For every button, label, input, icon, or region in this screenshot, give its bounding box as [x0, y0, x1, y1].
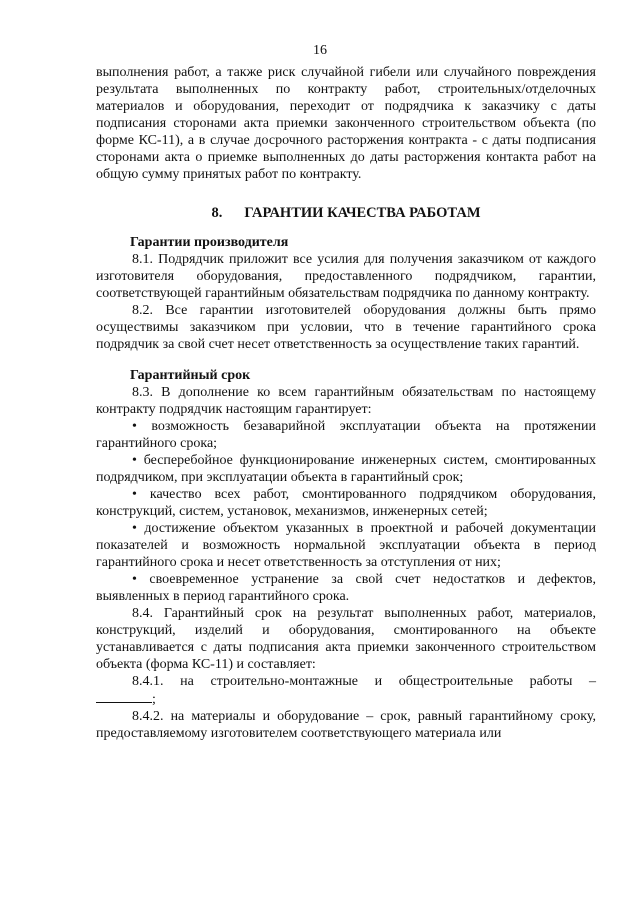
blank-field-terminator: ;	[152, 692, 156, 707]
paragraph-8-1: 8.1. Подрядчик приложит все усилия для получения заказчиком от каждого изготовителя оборудования, предоставленного подрядчиком, гарантии, соответствующей гарантийным обязательствам подрядчика по данному контракту.	[96, 252, 596, 301]
bullet-item: • возможность безаварийной эксплуатации объекта на протяжении гарантийного срока;	[96, 419, 596, 451]
paragraph-8-4-1: 8.4.1. на строительно-монтажные и общестроительные работы –	[132, 674, 596, 689]
bullet-item: • достижение объектом указанных в проектной и рабочей документации показателей и возможность нормальной эксплуатации объекта в период гарантийного срока и несет ответственность за отступления от них;	[96, 521, 596, 570]
spacer	[96, 353, 596, 367]
page-content	[96, 64, 596, 742]
subheading-warranty-period: Гарантийный срок	[130, 368, 251, 383]
paragraph-8-4: 8.4. Гарантийный срок на результат выполненных работ, материалов, конструкций, изделий и оборудования, смонтированного на объекте устанавливается с даты подписания акта приемки законченного строительством объекта (форма КС-11) и составляет:	[96, 606, 596, 672]
section-heading	[96, 205, 596, 222]
subheading-manufacturer: Гарантии производителя	[130, 235, 289, 250]
blank-field	[96, 690, 152, 703]
bullet-item: • качество всех работ, смонтированного подрядчиком оборудования, конструкций, систем, установок, механизмов, инженерных сетей;	[96, 487, 596, 519]
paragraph-8-3: 8.3. В дополнение ко всем гарантийным обязательствам по настоящему контракту подрядчик настоящим гарантирует:	[96, 385, 596, 417]
bullet-item: • своевременное устранение за свой счет недостатков и дефектов, выявленных в период гарантийного срока.	[96, 572, 596, 604]
paragraph-8-4-2: 8.4.2. на материалы и оборудование – срок, равный гарантийному сроку, предоставляемому изготовителем соответствующего материала или	[96, 709, 596, 741]
bullet-item: • бесперебойное функционирование инженерных систем, смонтированных подрядчиком, при эксплуатации объекта в гарантийный срок;	[96, 453, 596, 485]
intro-paragraph: выполнения работ, а также риск случайной гибели или случайного повреждения результата выполненных по контракту работ, строительных/отделочных материалов и оборудования, переходит от подрядчика к заказчику с даты подписания сторонами акта приемки законченного строительством объекта (по форме КС-11), а в случае досрочного расторжения контракта - с даты подписания сторонами акта о приемке выполненных до даты расторжения контакта работ на общую сумму принятых работ по контракту.	[96, 65, 596, 182]
page-number: 16	[313, 43, 327, 58]
paragraph-8-2: 8.2. Все гарантии изготовителей оборудования должны быть прямо осуществимы заказчиком при условии, что в течение гарантийного срока подрядчик за свой счет несет ответственность за осуществление таких гарантий.	[96, 303, 596, 352]
section-title: ГАРАНТИИ КАЧЕСТВА РАБОТАМ	[244, 205, 481, 221]
paragraph-8-4-1-continuation	[96, 690, 596, 708]
section-number: 8.	[211, 205, 223, 221]
